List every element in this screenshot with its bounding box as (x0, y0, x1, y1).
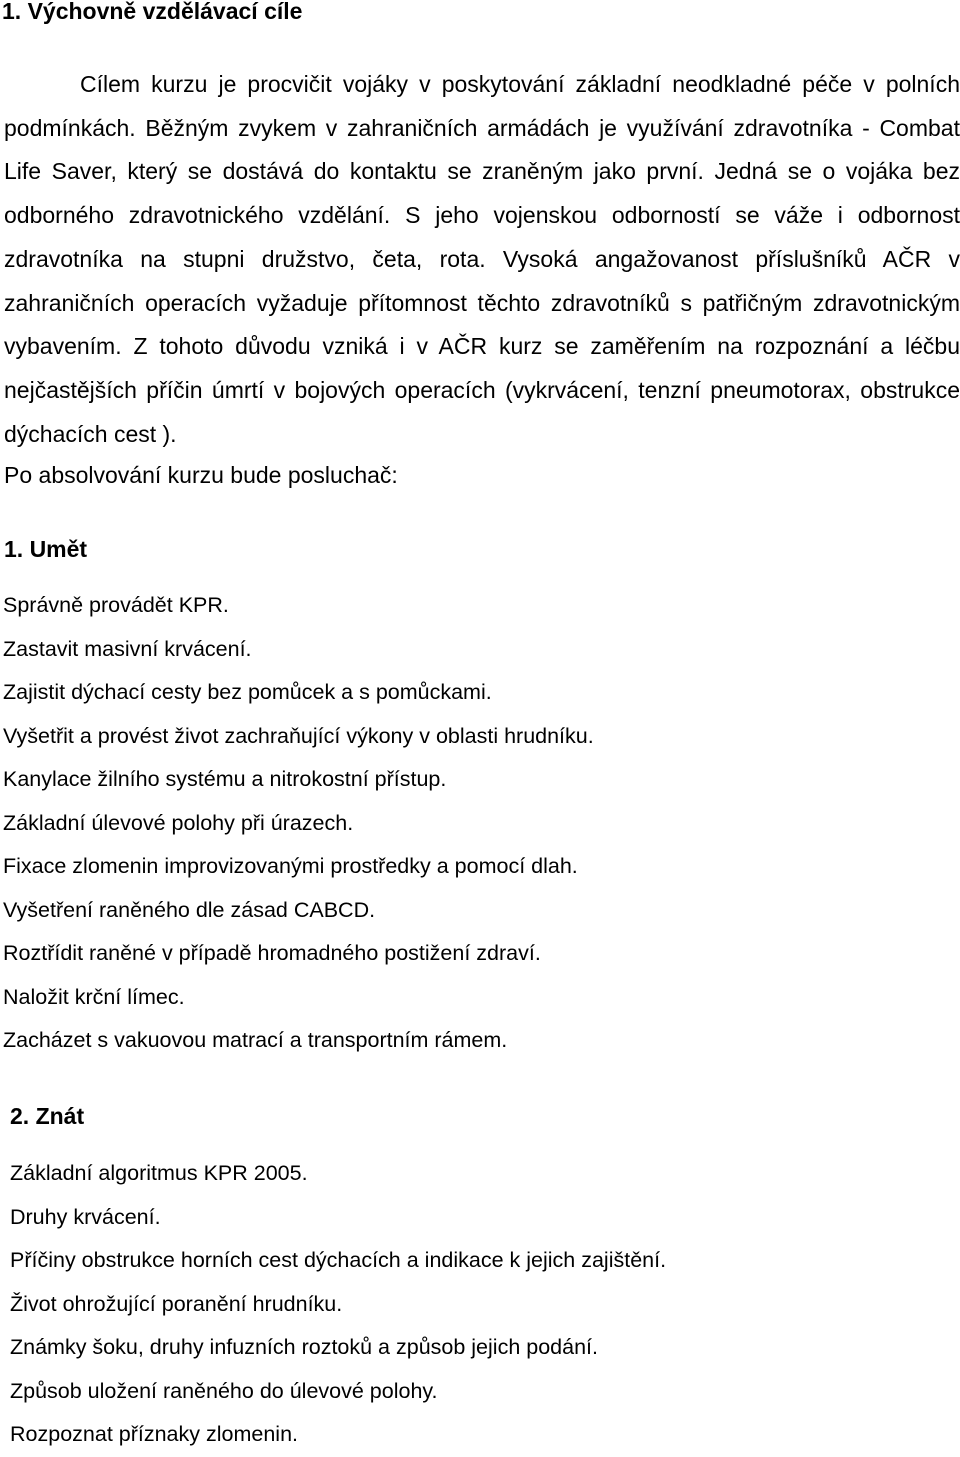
list-item: Zastavit masivní krvácení. (3, 636, 252, 661)
list-item: Kanylace žilního systému a nitrokostní přístup. (3, 767, 447, 791)
section-title-umet: 1. Umět (4, 536, 88, 562)
outcomes-lead-in: Po absolvování kurzu bude posluchač: (4, 462, 398, 488)
list-item: Fixace zlomenin improvizovanými prostředky a pomocí dlah. (3, 854, 578, 878)
list-item: Vyšetření raněného dle zásad CABCD. (3, 897, 376, 922)
list-item: Příčiny obstrukce horních cest dýchacích a indikace k jejich zajištění. (10, 1248, 667, 1272)
list-item: Rozpoznat příznaky zlomenin. (10, 1422, 299, 1446)
list-item: Vyšetřit a provést život zachraňující výkony v oblasti hrudníku. (3, 723, 594, 748)
list-item: Základní algoritmus KPR 2005. (10, 1161, 308, 1185)
list-item: Způsob uložení raněného do úlevové polohy. (10, 1378, 438, 1403)
list-item: Zajistit dýchací cesty bez pomůcek a s pomůckami. (3, 680, 492, 704)
page-heading: 1. Výchovně vzdělávací cíle (2, 0, 303, 24)
knowledge-list (10, 1152, 666, 1457)
list-item: Roztřídit raněné v případě hromadného postižení zdraví. (3, 941, 541, 965)
skills-list (3, 584, 594, 1063)
list-item: Známky šoku, druhy infuzních roztoků a způsob jejich podání. (10, 1335, 598, 1359)
list-item: Základní úlevové polohy při úrazech. (3, 810, 354, 835)
list-item: Život ohrožující poranění hrudníku. (10, 1291, 343, 1316)
intro-paragraph: Cílem kurzu je procvičit vojáky v poskytování základní neodkladné péče v polních podmínkách. Běžným zvykem v zahraničních armádách je využívání zdravotníka - Combat Life Saver, který se dostává do kontaktu se zraněným jako první. Jedná se o vojáka bez odborného zdravotnického vzdělání. S jeho vojenskou odborností se váže i odbornost zdravotníka na stupni družstvo, četa, rota. Vysoká angažovanost příslušníků AČR v zahraničních operacích vyžaduje přítomnost těchto zdravotníků s patřičným zdravotnickým vybavením. Z tohoto důvodu vzniká i v AČR kurz se zaměřením na rozpoznání a léčbu nejčastějších příčin úmrtí v bojových operacích (vykrvácení, tenzní pneumotorax, obstrukce dýchacích cest ). (4, 71, 960, 447)
section-title-znat: 2. Znát (10, 1103, 85, 1129)
list-item: Správně provádět KPR. (3, 593, 229, 617)
list-item: Naložit krční límec. (3, 984, 185, 1009)
list-item: Zacházet s vakuovou matrací a transportním rámem. (3, 1028, 508, 1052)
list-item: Druhy krvácení. (10, 1204, 161, 1229)
